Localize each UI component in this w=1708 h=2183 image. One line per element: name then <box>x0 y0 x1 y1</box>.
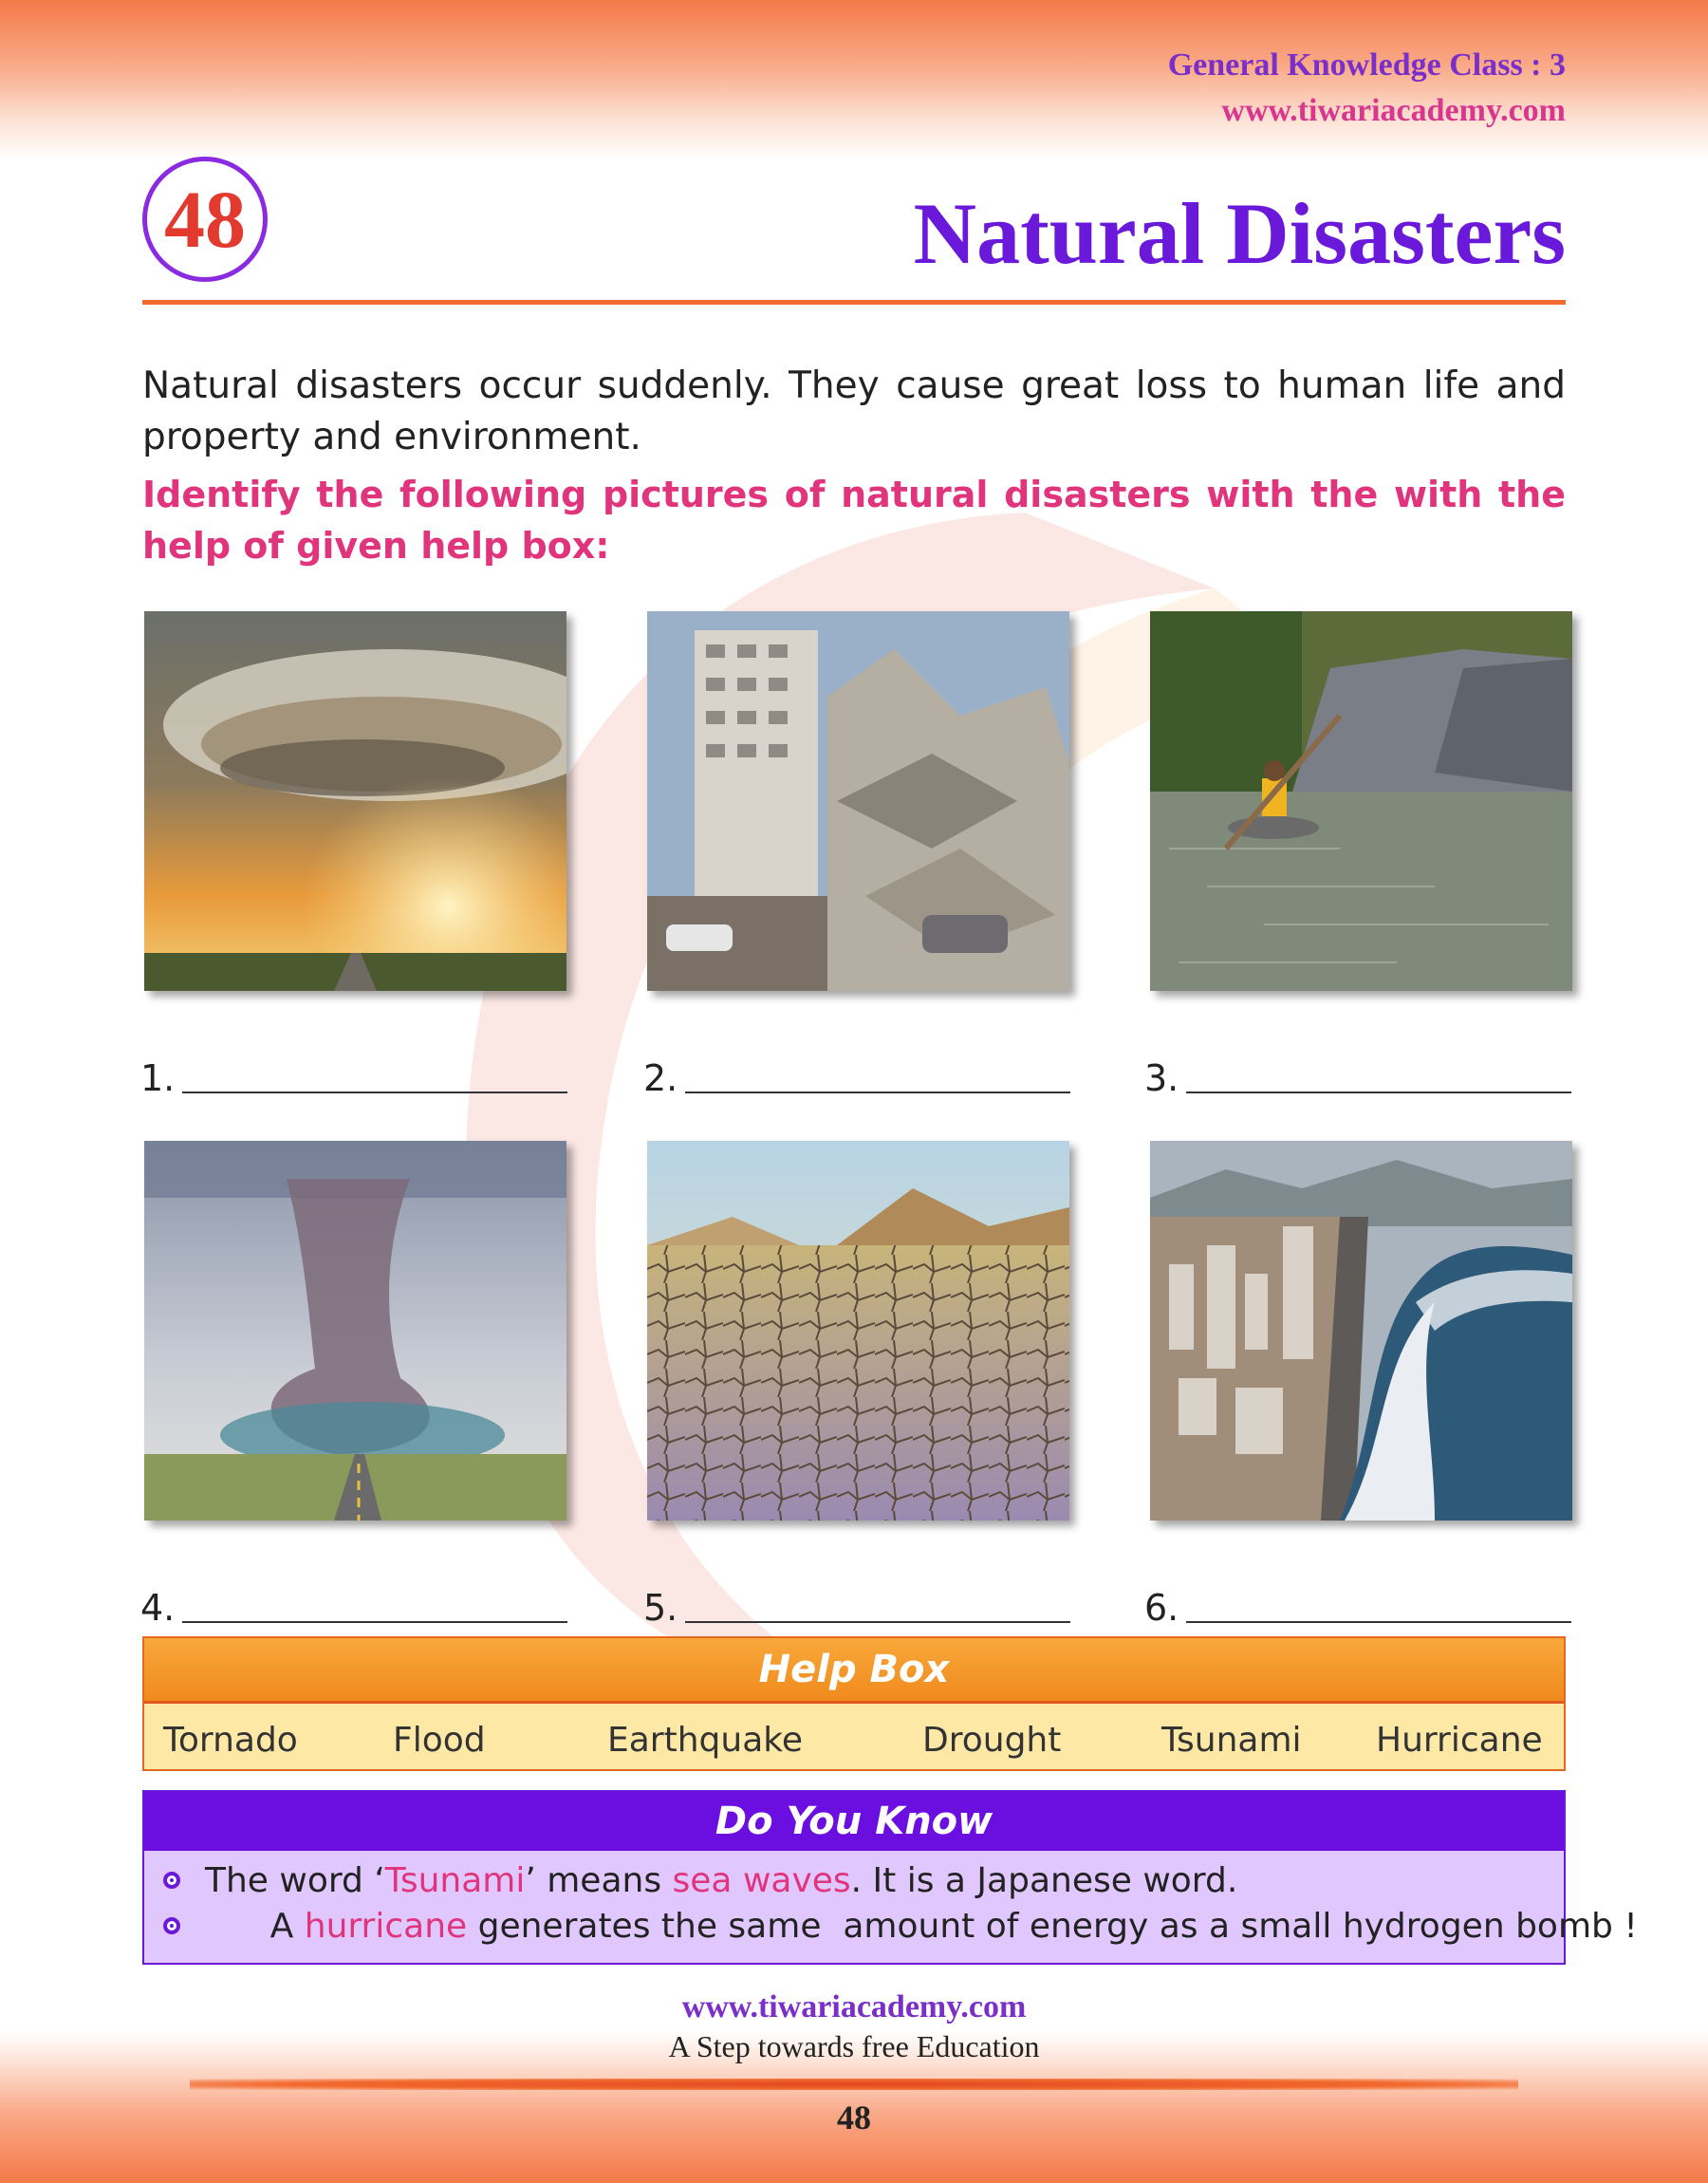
picture-3 <box>1150 611 1572 991</box>
storm-cloud-image <box>144 611 566 991</box>
instruction-text: Identify the following pictures of natural disasters with the with the help of given help box: <box>142 474 1566 567</box>
picture-2 <box>647 611 1069 991</box>
answer-line-2[interactable] <box>643 1052 1070 1099</box>
answer-blank[interactable] <box>182 1090 567 1093</box>
answer-line-5[interactable] <box>643 1581 1070 1629</box>
collapsed-buildings-image <box>647 611 1069 991</box>
answer-line-3[interactable] <box>1144 1052 1571 1099</box>
page-title: Natural Disasters <box>913 185 1566 282</box>
answer-line-4[interactable] <box>140 1581 567 1629</box>
header-subject: General Knowledge Class : 3 <box>1167 47 1566 83</box>
fact-text: The word ‘ <box>205 1860 385 1900</box>
answer-blank[interactable] <box>685 1090 1070 1093</box>
giant-wave-city-image <box>1150 1141 1572 1521</box>
fact-text: generates the same amount of energy as a small hydrogen bomb ! <box>467 1906 1638 1946</box>
answer-line-6[interactable] <box>1144 1581 1571 1629</box>
fact-hurricane <box>163 1902 1638 1950</box>
title-divider <box>142 300 1566 305</box>
answer-number: 5. <box>643 1587 678 1629</box>
answer-number: 3. <box>1144 1057 1179 1099</box>
footer-tagline: A Step towards free Education <box>668 2029 1040 2063</box>
help-box-words <box>144 1704 1564 1772</box>
intro-paragraph: Natural disasters occur suddenly. They cause great loss to human life and property and environment. <box>142 364 1566 458</box>
help-word-hurricane: Hurricane <box>1376 1721 1543 1760</box>
answer-blank[interactable] <box>1186 1090 1571 1093</box>
help-word-earthquake: Earthquake <box>607 1721 803 1760</box>
help-word-tsunami: Tsunami <box>1161 1721 1302 1760</box>
bullet-icon <box>163 1917 180 1934</box>
answer-line-1[interactable] <box>140 1052 567 1099</box>
header-website-link[interactable]: www.tiwariacademy.com <box>1221 93 1566 128</box>
answer-number: 1. <box>140 1057 176 1099</box>
answer-blank[interactable] <box>685 1619 1070 1623</box>
fact-text: . It is a Japanese word. <box>850 1860 1238 1900</box>
fact-highlight: Tsunami <box>384 1860 526 1900</box>
bullet-icon <box>163 1872 180 1889</box>
tornado-funnel-image <box>144 1141 566 1521</box>
cracked-dry-land-image <box>647 1141 1069 1521</box>
fact-highlight: sea waves <box>672 1860 851 1900</box>
answer-number: 2. <box>643 1057 678 1099</box>
picture-5 <box>647 1141 1069 1521</box>
help-box <box>142 1636 1566 1771</box>
help-word-tornado: Tornado <box>163 1721 298 1760</box>
answer-number: 4. <box>140 1587 176 1629</box>
footer-website-link[interactable]: www.tiwariacademy.com <box>681 1989 1027 2024</box>
help-word-drought: Drought <box>922 1721 1062 1760</box>
picture-1 <box>144 611 566 991</box>
answer-blank[interactable] <box>1186 1619 1571 1623</box>
do-you-know-box <box>142 1790 1638 1965</box>
flooded-houses-image <box>1150 611 1572 991</box>
answer-blank[interactable] <box>182 1619 567 1623</box>
page-number: 48 <box>837 2099 871 2136</box>
picture-6 <box>1150 1141 1572 1521</box>
fact-highlight: hurricane <box>304 1906 468 1946</box>
chapter-number-badge: 48 <box>142 157 268 282</box>
help-box-title: Help Box <box>144 1638 1564 1704</box>
footer-divider <box>190 2079 1518 2090</box>
answer-number: 6. <box>1144 1587 1179 1629</box>
fact-text: A <box>269 1906 305 1946</box>
picture-4 <box>144 1141 566 1521</box>
do-you-know-title: Do You Know <box>144 1792 1564 1851</box>
help-word-flood: Flood <box>393 1721 486 1760</box>
fact-text: ’ means <box>525 1860 673 1900</box>
